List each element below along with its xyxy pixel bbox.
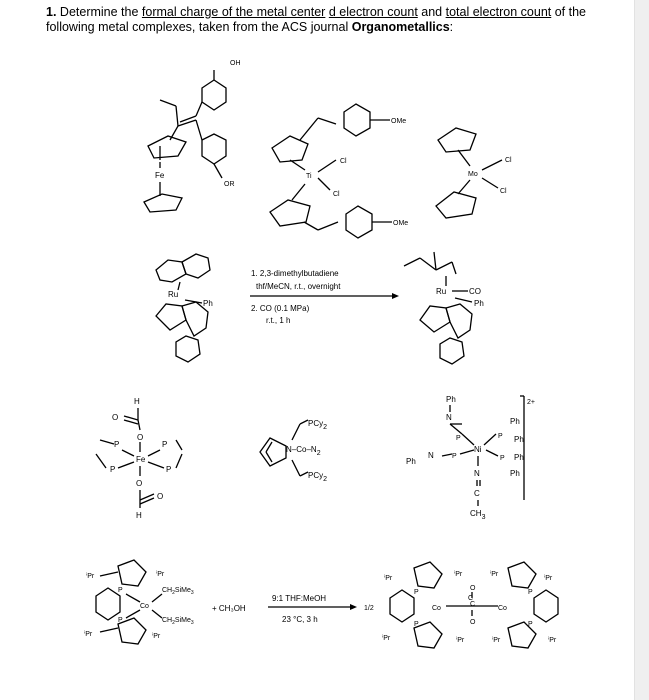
co-pincer-reactant	[84, 560, 194, 644]
ch2sime3-b: $CH_2SiMe_3$	[162, 617, 194, 626]
ni-center: Ni	[474, 445, 482, 454]
co-label-left: Co	[432, 605, 441, 612]
ipr-11: ⁱPr	[492, 637, 501, 644]
ipr-12: ⁱPr	[548, 637, 557, 644]
ph-right-2: Ph	[514, 435, 524, 444]
p-label-p5: P	[528, 589, 533, 596]
mo-cl-2: Cl	[500, 188, 507, 195]
ph-left: Ph	[406, 457, 416, 466]
plus-methanol: + CH₃OH	[212, 604, 246, 613]
question-rest: of the following metal complexes, taken from the ACS journal	[46, 5, 587, 34]
term-d-electron-count: d electron count	[328, 5, 418, 19]
step1-line1: 1. 2,3-dimethylbutadiene	[251, 269, 339, 278]
ch3-label: CH3	[470, 509, 486, 521]
co-label: CO	[469, 287, 481, 296]
step1-line2: thf/MeCN, r.t., overnight	[256, 282, 341, 291]
p-label-r2: P	[118, 617, 123, 624]
p-c: P	[452, 453, 457, 460]
ch2sime3-a: $CH_2SiMe_3$	[162, 587, 194, 596]
oh-label: OH	[230, 60, 241, 67]
half-coefficient: 1/2	[364, 605, 374, 612]
dicobalt-product	[382, 562, 558, 648]
c-mid-bridge: C	[468, 595, 474, 602]
ph-right-1: Ph	[510, 417, 520, 426]
titanocene-complex	[270, 104, 408, 238]
ni-tetraphosphine-complex	[406, 395, 535, 521]
n-co-n2: N–Co–N2	[286, 445, 321, 457]
p-label-3: P	[110, 465, 116, 474]
question-and: and	[421, 5, 443, 19]
or-label: OR	[224, 181, 235, 188]
p-label-p4: P	[414, 621, 419, 628]
p-d: P	[500, 455, 505, 462]
o-label-4: O	[157, 492, 164, 501]
ru-label-left: Ru	[168, 290, 179, 299]
ti-cl-1: Cl	[340, 158, 347, 165]
term-formal-charge: formal charge of the metal center	[141, 5, 326, 19]
o-label-3: O	[136, 479, 143, 488]
mo-label: Mo	[468, 171, 478, 178]
ome-bottom: OMe	[393, 220, 409, 227]
term-total-electron-count: total electron count	[445, 5, 552, 19]
n-bottom: N	[474, 469, 480, 478]
step2-line1: 2. CO (0.1 MPa)	[251, 304, 310, 313]
ru-label-right: Ru	[436, 287, 447, 296]
ph-label-left: Ph	[203, 299, 213, 308]
ipr-5: ⁱPr	[384, 575, 393, 582]
ipr-8: ⁱPr	[544, 575, 553, 582]
ipr-3: ⁱPr	[84, 631, 93, 638]
p-label-p6: P	[528, 621, 533, 628]
mo-cl-1: Cl	[505, 157, 512, 164]
c-top-bridge: C	[470, 601, 476, 608]
c-bottom: C	[474, 489, 480, 498]
o-bottom-bridge: O	[470, 619, 476, 626]
ipr-7: ⁱPr	[490, 571, 499, 578]
h-bottom: H	[136, 511, 142, 520]
o-label-2: O	[137, 433, 144, 442]
p-label-1: P	[114, 440, 120, 449]
ipr-4: ⁱPr	[152, 633, 161, 640]
ph-right-3: Ph	[514, 453, 524, 462]
ph-label-right: Ph	[474, 299, 484, 308]
ipr-10: ⁱPr	[456, 637, 465, 644]
pcy2-top: PCy2	[308, 419, 328, 431]
question-end: :	[449, 20, 454, 34]
ipr-2: ⁱPr	[156, 571, 165, 578]
cond-line1: 9:1 THF:MeOH	[272, 594, 327, 603]
p-label-4: P	[166, 465, 172, 474]
question-lead: Determine the	[59, 5, 139, 19]
p-label-2: P	[162, 440, 168, 449]
pcy2-bottom: PCy2	[308, 471, 328, 483]
fe-phosphine-complex	[96, 397, 182, 520]
ru-product-complex	[404, 252, 484, 364]
ome-top: OMe	[391, 118, 407, 125]
ru-starting-complex	[156, 254, 213, 362]
ipr-6: ⁱPr	[454, 571, 463, 578]
cond-line2: 23 °C, 3 h	[282, 615, 318, 624]
ti-label: Ti	[306, 173, 312, 180]
p-b: P	[498, 433, 503, 440]
question-number: 1.	[46, 5, 57, 19]
charge-2plus: 2+	[527, 399, 535, 406]
journal-name: Organometallics	[351, 20, 450, 34]
fe-center: Fe	[136, 455, 146, 464]
p-a: P	[456, 435, 461, 442]
n-top: N	[446, 413, 452, 422]
co-label-reactant: Co	[140, 603, 149, 610]
reaction-arrow-co	[268, 594, 374, 624]
ph-right-4: Ph	[510, 469, 520, 478]
step2-line2: r.t., 1 h	[266, 316, 291, 325]
co-pnp-dinitrogen-complex	[260, 419, 327, 483]
o-label-1: O	[112, 413, 119, 422]
p-label-p3: P	[414, 589, 419, 596]
reaction-arrow-ru	[250, 269, 399, 325]
p-label-r1: P	[118, 587, 123, 594]
fe-label: Fe	[155, 171, 165, 180]
molybdenocene-complex	[436, 128, 512, 218]
ipr-9: ⁱPr	[382, 635, 391, 642]
ferrocene-complex	[144, 60, 241, 212]
ti-cl-2: Cl	[333, 191, 340, 198]
o-top-bridge: O	[470, 585, 476, 592]
n-left: N	[428, 451, 434, 460]
ipr-1: ⁱPr	[86, 573, 95, 580]
h-top: H	[134, 397, 140, 406]
ph-top: Ph	[446, 395, 456, 404]
co-label-right: Co	[498, 605, 507, 612]
